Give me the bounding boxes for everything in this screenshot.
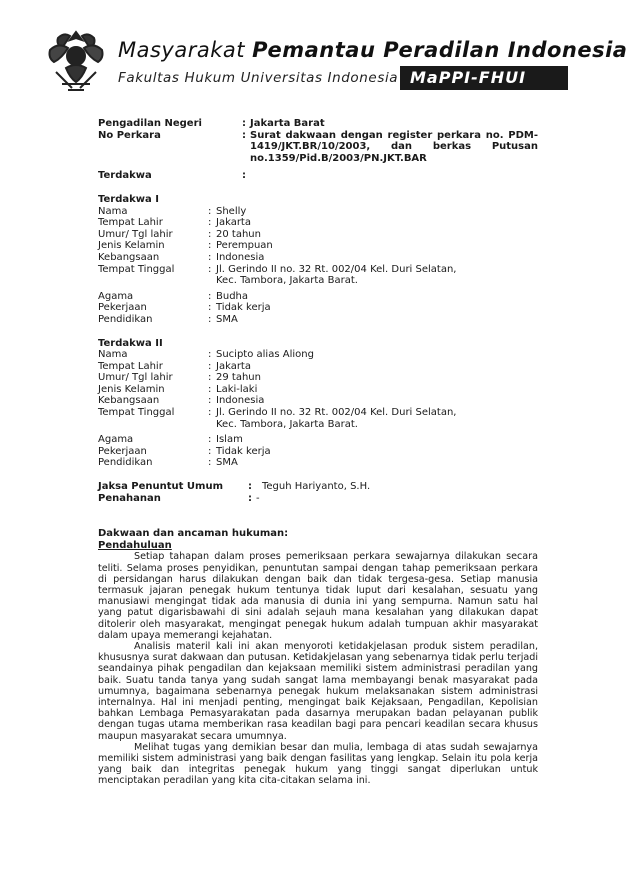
defendant-value <box>250 170 538 182</box>
defendant2-jenis-kelamin-row: Jenis Kelamin : Laki-laki <box>98 383 258 395</box>
mappi-logo-badge: MaPPI-FHUI <box>400 66 568 90</box>
defendant1-heading: Terdakwa I <box>98 193 159 205</box>
university-emblem-icon <box>44 28 108 94</box>
defendant1-tempat-tinggal-row2: Kec. Tambora, Jakarta Barat. <box>216 275 358 287</box>
defendant2-agama-row: Agama : Islam <box>98 434 243 446</box>
faculty-name: Fakultas Hukum Universitas Indonesia <box>118 70 399 86</box>
defendant1-agama-row: Agama : Budha <box>98 290 249 302</box>
paragraph-2: Analisis materil kali ini akan menyoroti ketidakjelasan produk sistem peradilan, khususnya surat dakwaan dan putusan. Ketidakjelasan yang sebenarnya tidak perlu terjadi seandainya pihak pengadilan dan kejaksaan memiliki sistem administrasi peradilan yang baik. Suatu tanda tanya yang sudah sangat lama membayangi benak masyarakat pada umumnya, bagaimana sebenarnya penegak hukum melaksanakan sistem administrasi internalnya. Hal ini menjadi penting, mengingat baik Kejaksaan, Pengadilan, Kepolisian bahkan Lembaga Pemasyarakatan pada dasarnya merupakan badan pelayanan publik dengan tugas utama memberikan rasa keadilan bagi para pencari keadilan secara khusus maupun masyarakat secara umumnya. <box>98 641 538 742</box>
case-number-value: Surat dakwaan dengan register perkara no. PDM-1419/JKT.BR/10/2003, dan berkas Putusan no.1359/Pid.B/2003/PN.JKT.BAR <box>250 129 538 164</box>
detention-value: - <box>256 492 260 504</box>
defendant1-jenis-kelamin-row: Jenis Kelamin : Perempuan <box>98 240 273 252</box>
defendant2-umur-row: Umur/ Tgl lahir : 29 tahun <box>98 372 261 384</box>
defendant2-nama-row: Nama : Sucipto alias Aliong <box>98 349 314 361</box>
defendant2-tempat-lahir-row: Tempat Lahir : Jakarta <box>98 360 251 372</box>
defendant1-umur-row: Umur/ Tgl lahir : 20 tahun <box>98 228 261 240</box>
prosecutor-label: Jaksa Penuntut Umum <box>98 481 224 493</box>
defendant1-pekerjaan-row: Pekerjaan : Tidak kerja <box>98 302 271 314</box>
defendant1-nama-row: Nama : Shelly <box>98 205 247 217</box>
case-number-row: No Perkara : Surat dakwaan dengan register perkara no. PDM-1419/JKT.BR/10/2003, dan berkas Putusan no.1359/Pid.B/2003/PN.JKT.BAR <box>98 129 538 164</box>
defendant2-tempat-tinggal-row: Tempat Tinggal : Jl. Gerindo II no. 32 Rt. 002/04 Kel. Duri Selatan, <box>98 407 457 419</box>
defendant1-tempat-lahir-row: Tempat Lahir : Jakarta <box>98 217 251 229</box>
defendant1-kebangsaan-row: Kebangsaan : Indonesia <box>98 251 265 263</box>
document-body <box>98 118 538 787</box>
defendant-row: Terdakwa : <box>98 170 538 182</box>
prosecutor-row: Jaksa Penuntut Umum : Teguh Hariyanto, S.H. <box>98 481 538 493</box>
defendant-label: Terdakwa <box>98 170 152 182</box>
letterhead <box>0 0 638 110</box>
paragraph-3: Melihat tugas yang demikian besar dan mulia, lembaga di atas sudah sewajarnya memiliki sistem administrasi yang baik dengan fasilitas yang lengkap. Selain itu pola kerja yang baik dan integritas penegak hukum yang tinggi sangat diperlukan untuk menciptakan peradilan yang kita cita-citakan selama ini. <box>98 741 538 787</box>
paragraph-1: Setiap tahapan dalam proses pemeriksaan perkara sewajarnya dilakukan secara teliti. Selama proses penyidikan, penuntutan sampai dengan tahap pemeriksaan perkara di persidangan harus dilakukan dengan baik dan tidak tergesa-gesa. Setiap manusia termasuk jajaran penegak hukum tentunya tidak luput dari kesalahan, sesuatu yang manusiawi mengingat tidak ada manusia di dunia ini yang sempurna. Namun satu hal yang patut digarisbawahi di sini adalah sejauh mana kesalahan yang dilakukan dapat ditolerir oleh masyarakat, mengingat penegak hukum adalah tumpuan akhir masyarakat dalam upaya memerangi kejahatan. <box>98 551 538 641</box>
case-number-label: No Perkara <box>98 129 161 141</box>
detention-label: Penahanan <box>98 492 161 504</box>
defendant1-pendidikan-row: Pendidikan : SMA <box>98 313 238 325</box>
defendant2-kebangsaan-row: Kebangsaan : Indonesia <box>98 395 265 407</box>
detention-row: Penahanan : - <box>98 493 538 505</box>
defendant1-tempat-tinggal-row: Tempat Tinggal : Jl. Gerindo II no. 32 Rt. 002/04 Kel. Duri Selatan, <box>98 263 457 275</box>
intro-heading: Pendahuluan <box>98 539 172 551</box>
defendant2-tempat-tinggal-row2: Kec. Tambora, Jakarta Barat. <box>216 418 358 430</box>
court-row: Pengadilan Negeri : Jakarta Barat <box>98 118 538 130</box>
defendant2-pendidikan-row: Pendidikan : SMA <box>98 457 238 469</box>
prosecutor-value: Teguh Hariyanto, S.H. <box>262 481 371 493</box>
court-value: Jakarta Barat <box>250 118 325 129</box>
charges-heading: Dakwaan dan ancaman hukuman: <box>98 528 289 540</box>
defendant2-pekerjaan-row: Pekerjaan : Tidak kerja <box>98 445 271 457</box>
institution-name: Masyarakat Pemantau Peradilan Indonesia <box>118 38 628 62</box>
defendant2-heading: Terdakwa II <box>98 337 163 349</box>
court-label: Pengadilan Negeri <box>98 118 202 129</box>
